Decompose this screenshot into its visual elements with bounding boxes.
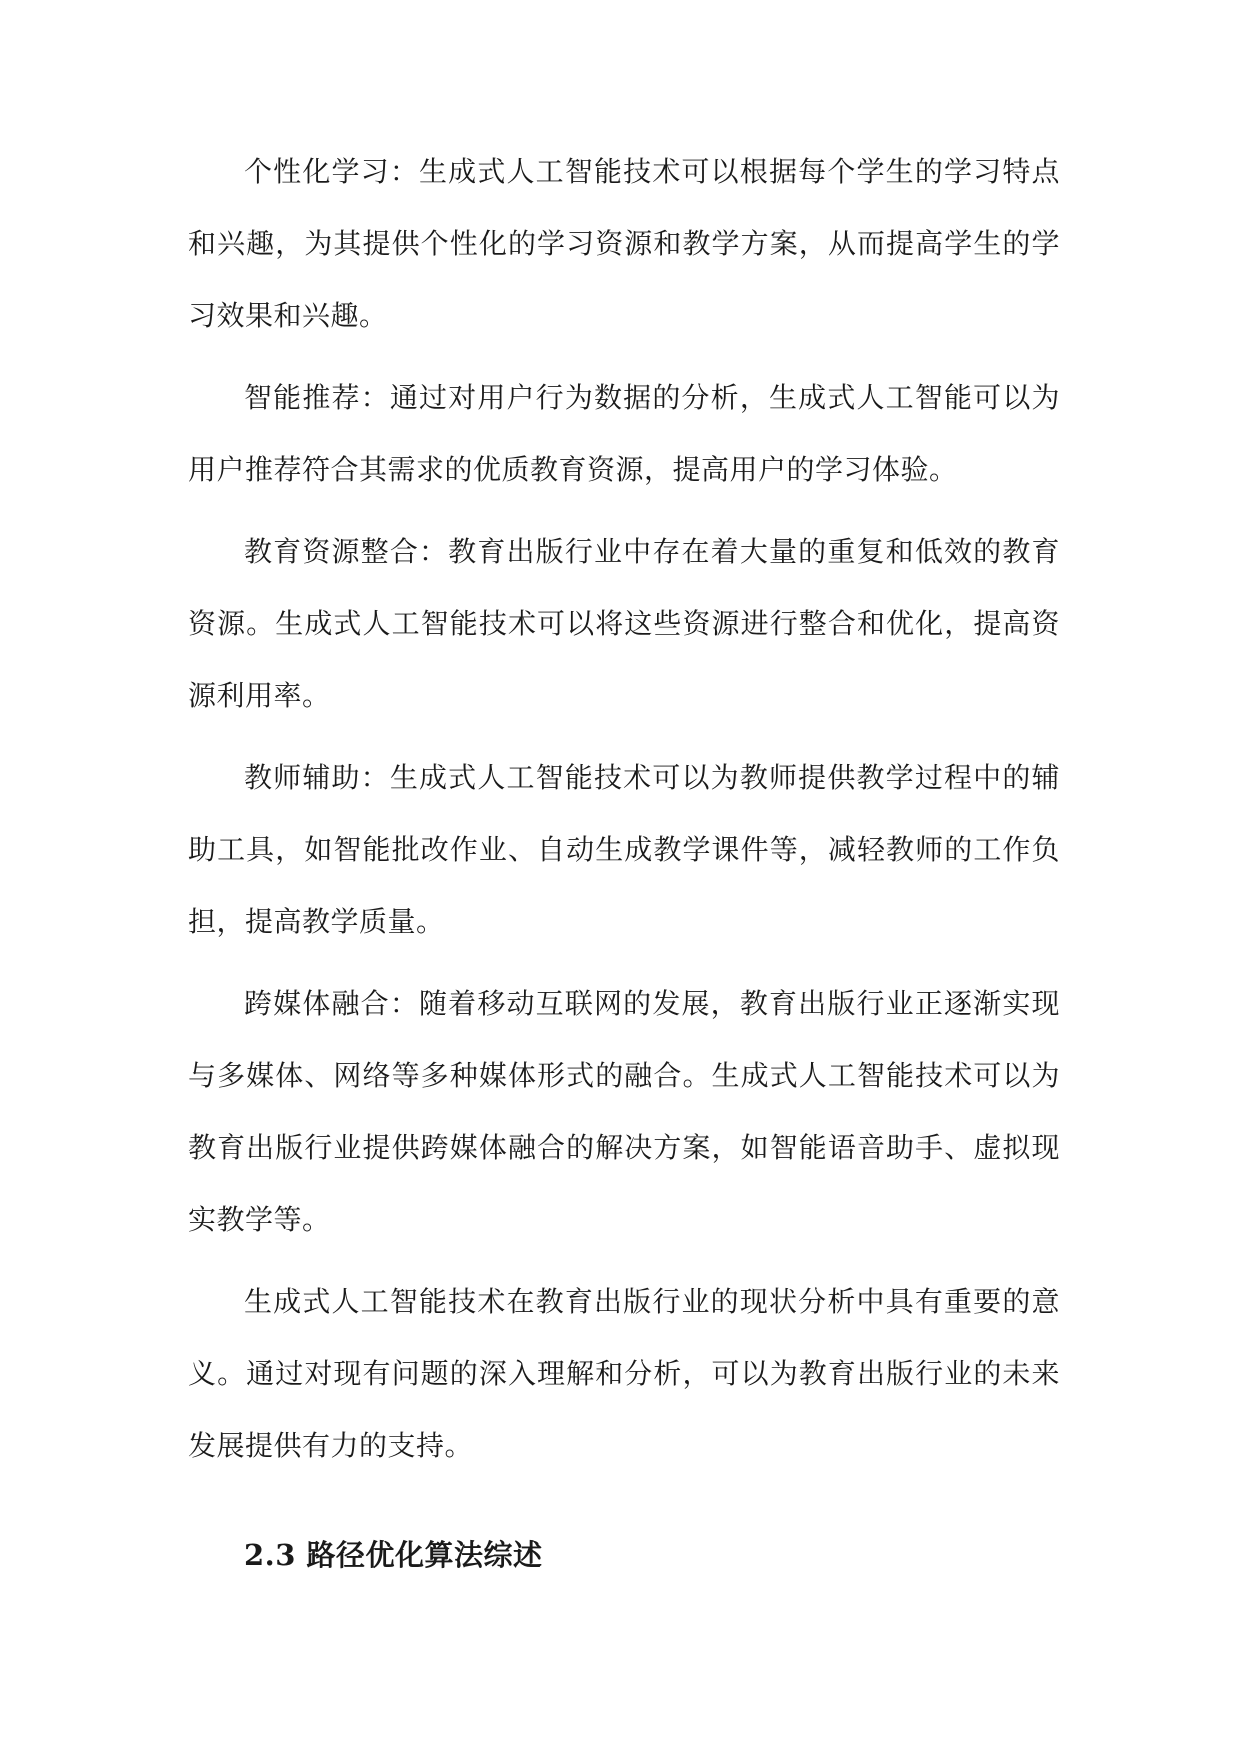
section-heading: 2.3 路径优化算法综述 [244,1538,543,1572]
paragraph-resource-integration: 教育资源整合：教育出版行业中存在着大量的重复和低效的教育资源。生成式人工智能技术可以将这些资源进行整合和优化，提高资源利用率。 [188,535,1060,712]
paragraph-smart-recommendation: 智能推荐：通过对用户行为数据的分析，生成式人工智能可以为用户推荐符合其需求的优质教育资源，提高用户的学习体验。 [188,381,1060,486]
paragraph-cross-media-fusion: 跨媒体融合：随着移动互联网的发展，教育出版行业正逐渐实现与多媒体、网络等多种媒体形式的融合。生成式人工智能技术可以为教育出版行业提供跨媒体融合的解决方案，如智能语音助手、虚拟现实教学等。 [188,987,1060,1236]
paragraph-teacher-assistance: 教师辅助：生成式人工智能技术可以为教师提供教学过程中的辅助工具，如智能批改作业、自动生成教学课件等，减轻教师的工作负担，提高教学质量。 [188,761,1060,938]
paragraph-summary: 生成式人工智能技术在教育出版行业的现状分析中具有重要的意义。通过对现有问题的深入理解和分析，可以为教育出版行业的未来发展提供有力的支持。 [188,1285,1060,1462]
paragraph-personalized-learning: 个性化学习：生成式人工智能技术可以根据每个学生的学习特点和兴趣，为其提供个性化的学习资源和教学方案，从而提高学生的学习效果和兴趣。 [188,155,1060,332]
